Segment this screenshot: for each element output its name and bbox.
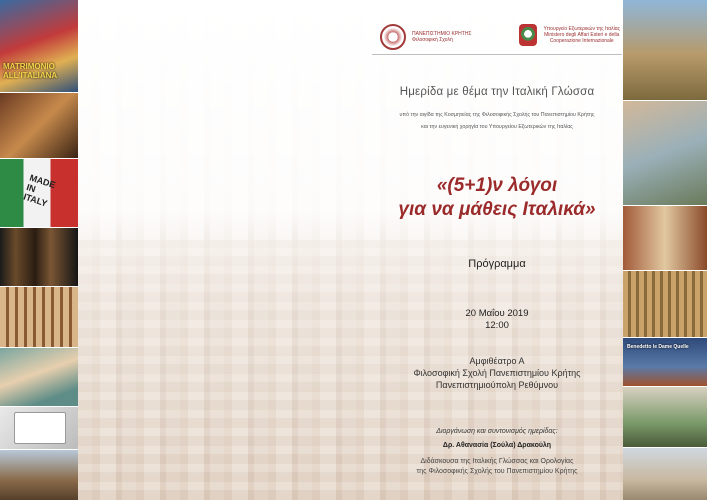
university-text: ΠΑΝΕΠΙΣΤΗΜΙΟ ΚΡΗΤΗΣ Φιλοσοφική Σχολή bbox=[412, 31, 472, 43]
italian-book-tile bbox=[0, 407, 78, 450]
university-seal-icon bbox=[380, 24, 406, 50]
title-line-2: για να μάθεις Ιταλικά» bbox=[398, 199, 596, 220]
left-image-strip bbox=[0, 0, 78, 500]
matrimonio-label: MATRIMONIO ALL'ITALIANA bbox=[3, 62, 58, 80]
italian-emblem-icon bbox=[519, 24, 537, 46]
bronze-statues-tile bbox=[0, 228, 78, 287]
event-time: 12:00 bbox=[485, 320, 509, 331]
ministry-logo bbox=[519, 24, 620, 46]
cityscape-background bbox=[78, 0, 623, 500]
ministry-text: Υπουργείο Εξωτερικών της Ιταλίας Ministero degli Affari Esteri e della Cooperazione Internazionale bbox=[543, 26, 620, 44]
organizer-role-1: Διδάσκουσα της Ιταλικής Γλώσσας και Ορολογίας bbox=[420, 458, 574, 465]
landscape-painting-tile bbox=[623, 101, 707, 206]
botticelli-tile bbox=[0, 348, 78, 407]
painting-tile bbox=[0, 93, 78, 159]
event-date: 20 Μαΐου 2019 bbox=[465, 308, 529, 319]
university-logo bbox=[380, 24, 472, 50]
greek-temple-tile bbox=[623, 0, 707, 101]
venue-school: Φιλοσοφική Σχολή Πανεπιστημίου Κρήτης bbox=[413, 368, 581, 378]
organizer-role-2: της Φιλοσοφικής Σχολής του Πανεπιστημίου Κρήτης bbox=[416, 468, 578, 475]
made-in-italy-label: MADE IN ITALY bbox=[22, 172, 57, 209]
shop-front-tile bbox=[623, 206, 707, 271]
temple-ruins-tile bbox=[623, 271, 707, 338]
dante-label: Benedetto le Dame Quelle bbox=[627, 344, 689, 350]
theatre-tile bbox=[0, 287, 78, 348]
venue-room: Αμφιθέατρο Α bbox=[469, 356, 525, 366]
organizer-name: Δρ. Αθανασία (Σούλα) Δρακούλη bbox=[442, 442, 552, 449]
subtitle-line-2: και την ευγενική χορηγία του Υπουργείου Εξωτερικών της Ιταλίας bbox=[421, 124, 573, 130]
dante-book-tile bbox=[623, 338, 707, 387]
program-heading: Πρόγραμμα bbox=[468, 258, 526, 270]
subtitle-line-1: υπό την αιγίδα της Κοσμητείας της Φιλοσοφικής Σχολής του Πανεπιστημίου Κρήτης bbox=[399, 112, 595, 118]
made-in-italy-tile bbox=[0, 159, 78, 228]
venue-campus: Πανεπιστημιούπολη Ρεθύμνου bbox=[435, 380, 559, 390]
event-heading: Ημερίδα με θέμα την Ιταλική Γλώσσα bbox=[399, 86, 595, 98]
courtyard-tile bbox=[623, 387, 707, 448]
venice-street-tile bbox=[0, 450, 78, 500]
book-cover bbox=[14, 412, 66, 444]
header-divider bbox=[372, 54, 622, 55]
logo-header bbox=[372, 20, 620, 54]
movie-poster-tile bbox=[0, 0, 78, 93]
cathedral-tile bbox=[623, 448, 707, 500]
right-image-strip bbox=[623, 0, 707, 500]
organization-label: Διοργάνωση και συντονισμός ημερίδας: bbox=[436, 428, 558, 435]
title-line-1: «(5+1)ν λόγοι bbox=[436, 175, 558, 196]
